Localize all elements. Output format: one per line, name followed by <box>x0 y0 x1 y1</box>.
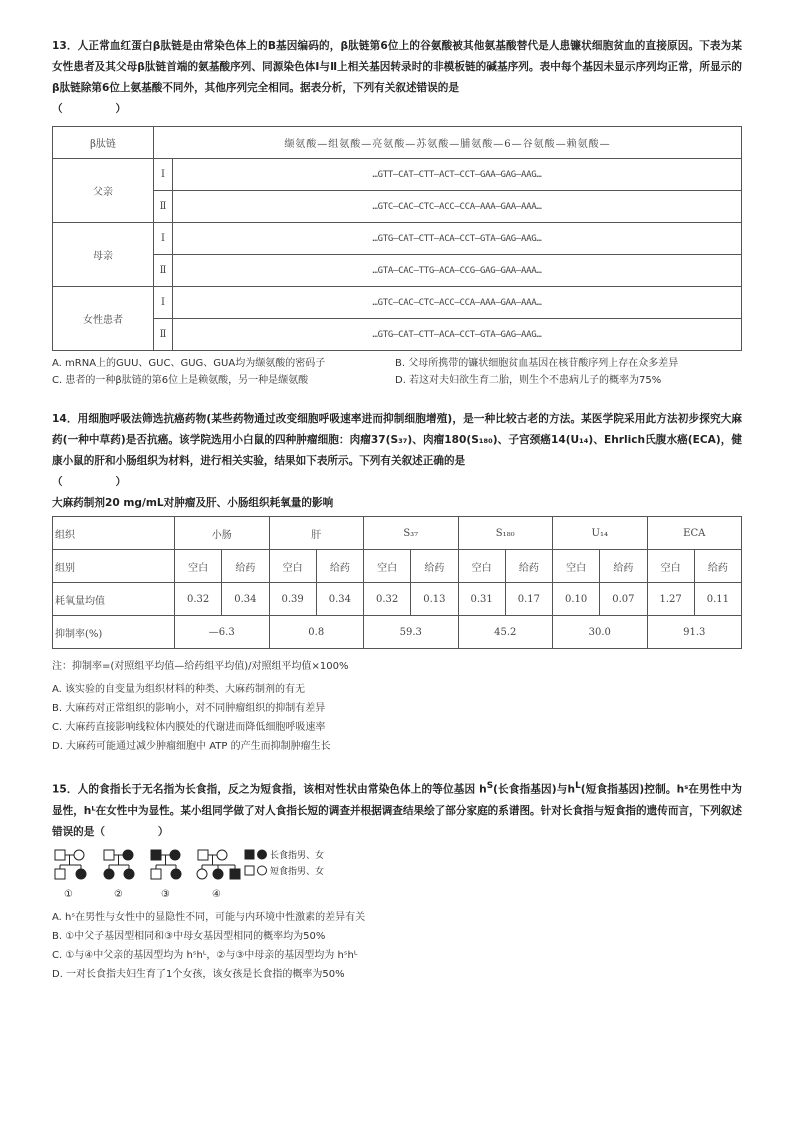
group-label: 组别 <box>53 550 175 583</box>
question-14-stem: 14．用细胞呼吸法筛选抗癌药物(某些药物通过改变细胞呼吸速率进而抑制细胞增殖)，是一种比较古老的方法。某医学院采用此方法初步探究大麻药(一种中草药)是否抗癌。该学院选用小白鼠的四种肿瘤细胞：肉瘤37(S₃₇)、肉瘤180(S₁₈₀)、子宫颈癌14(U₁₄)、Ehrlich氏腹水癌(ECA)，健康小鼠的肝和小肠组织为材料，进行相关实验，结果如下表所示。下列有关叙述正确的是 （ ） <box>52 409 742 493</box>
table-row <box>53 159 742 191</box>
table-row <box>53 223 742 255</box>
inhibit-cell: 30.0 <box>553 616 648 649</box>
roman-numeral: Ⅱ <box>154 191 173 223</box>
inhibit-cell: 59.3 <box>364 616 459 649</box>
family-label: ② <box>114 888 123 900</box>
group-cell: 空白 <box>269 550 316 583</box>
oxygen-table <box>52 516 742 649</box>
legend-long-label: 长食指男、女 <box>270 850 325 861</box>
o2-cell: 1.27 <box>647 583 694 616</box>
exam-page <box>52 36 742 984</box>
legend-long-male-icon <box>245 850 254 859</box>
tissue-header: 肝 <box>269 517 364 550</box>
o2-cell: 0.07 <box>600 583 647 616</box>
header-amino-seq: 缬氨酸—组氨酸—亮氨酸—苏氨酸—脯氨酸—6—谷氨酸—赖氨酸— <box>154 127 742 159</box>
inhibit-cell: 0.8 <box>269 616 364 649</box>
o2-cell: 0.11 <box>694 583 741 616</box>
group-cell: 给药 <box>316 550 363 583</box>
group-cell: 给药 <box>505 550 552 583</box>
tissue-header: S₃₇ <box>364 517 459 550</box>
inhibit-cell: 91.3 <box>647 616 742 649</box>
option-c: C. 大麻药直接影响线粒体内膜处的代谢进而降低细胞呼吸速率 <box>52 722 326 733</box>
sequence-table <box>52 126 742 351</box>
base-sequence: …GTG—CAT—CTT—ACA—CCT—GTA—GAG—AAG… <box>173 223 742 255</box>
pedigree-family-1 <box>55 850 86 879</box>
question-13-stem: 13．人正常血红蛋白β肽链是由常染色体上的B基因编码的，β肽链第6位上的谷氨酸被其他氨基酸替代是人患镰状细胞贫血的直接原因。下表为某女性患者及其父母β肽链首端的氨基酸序列、同源染色体Ⅰ与Ⅱ上相关基因转录时的非模板链的碱基序列。表中每个基因未显示序列均正常，所显示的β肽链除第6位上氨基酸不同外，其他序列完全相同。据表分析，下列有关叙述错误的是 （ ） <box>52 36 742 120</box>
row-label-patient: 女性患者 <box>53 287 154 351</box>
option-c: C. ①与④中父亲的基因型均为 hˢhᴸ，②与③中母亲的基因型均为 hˢhᴸ <box>52 949 358 961</box>
tissue-header: S₁₈₀ <box>458 517 553 550</box>
base-sequence: …GTT—CAT—CTT—ACT—CCT—GAA—GAG—AAG… <box>173 159 742 191</box>
tissue-header: 小肠 <box>175 517 270 550</box>
roman-numeral: Ⅰ <box>154 159 173 191</box>
table-row <box>53 319 742 351</box>
base-sequence: …GTA—CAC—TTG—ACA—CCG—GAG—GAA—AAA… <box>173 255 742 287</box>
tissue-label: 组织 <box>53 517 175 550</box>
group-cell: 给药 <box>411 550 458 583</box>
inhibit-label: 抑制率(%) <box>53 616 175 649</box>
question-13-options <box>52 355 742 389</box>
option-d: D. 一对长食指夫妇生育了1个女孩，该女孩是长食指的概率为50% <box>52 968 345 980</box>
question-14 <box>52 409 742 756</box>
pedigree-family-2 <box>104 850 134 879</box>
answer-paren: （ ） <box>52 476 127 488</box>
legend-short-label: 短食指男、女 <box>270 866 325 877</box>
o2-cell: 0.39 <box>269 583 316 616</box>
table-row <box>53 255 742 287</box>
family-label: ③ <box>161 888 170 900</box>
o2-cell: 0.31 <box>458 583 505 616</box>
roman-numeral: Ⅰ <box>154 287 173 319</box>
table-note: 注：抑制率=(对照组平均值—给药组平均值)/对照组平均值×100% <box>52 661 349 672</box>
base-sequence: …GTC—CAC—CTC—ACC—CCA—AAA—GAA—AAA… <box>173 287 742 319</box>
group-cell: 给药 <box>694 550 741 583</box>
option-a: A. 该实验的自变量为组织材料的种类、大麻药制剂的有无 <box>52 684 306 695</box>
option-d: D. 若这对夫妇欲生育二胎，则生个不患病儿子的概率为75% <box>395 375 662 386</box>
option-a: A. hˢ在男性与女性中的显隐性不同，可能与内环境中性激素的差异有关 <box>52 911 366 923</box>
table-row <box>53 287 742 319</box>
question-15-stem: 15．人的食指长于无名指为长食指，反之为短食指，该相对性状由常染色体上的等位基因 $h^S$(长食指基因)与$h^L$(短食指基因)控制。hˢ在男性中为显性，hᴸ在女性中为显性。某小组同学做了对人食指长短的调查并根据调查结果绘了部分家庭的系谱图。针对长食指与短食指的遗传而言，下列叙述错误的是（ ） <box>52 781 742 838</box>
option-d: D. 大麻药可能通过减少肿瘤细胞中 ATP 的产生而抑制肿瘤生长 <box>52 741 331 752</box>
answer-paren: （ ） <box>52 103 127 115</box>
family-label: ④ <box>212 888 221 900</box>
legend-long-female-icon <box>258 850 267 859</box>
group-cell: 空白 <box>553 550 600 583</box>
group-cell: 空白 <box>647 550 694 583</box>
table-row <box>53 191 742 223</box>
o2-cell: 0.17 <box>505 583 552 616</box>
table-caption: 大麻药制剂20 mg/mL对肿瘤及肝、小肠组织耗氧量的影响 <box>52 497 334 509</box>
o2-cell: 0.13 <box>411 583 458 616</box>
pedigree-family-3 <box>151 850 181 879</box>
option-a: A. mRNA上的GUU、GUC、GUG、GUA均为缬氨酸的密码子 <box>52 358 326 369</box>
tissue-header: U₁₄ <box>553 517 648 550</box>
tissue-header: ECA <box>647 517 742 550</box>
group-cell: 给药 <box>222 550 269 583</box>
o2-cell: 0.10 <box>553 583 600 616</box>
option-b: B. 父母所携带的镰状细胞贫血基因在核苷酸序列上存在众多差异 <box>395 358 679 369</box>
o2-cell: 0.34 <box>222 583 269 616</box>
o2-label: 耗氧量均值 <box>53 583 175 616</box>
option-b: B. ①中父子基因型相同和③中母女基因型相同的概率均为50% <box>52 930 326 942</box>
pedigree-legend <box>245 850 267 875</box>
table-row <box>53 517 742 550</box>
base-sequence: …GTG—CAT—CTT—ACA—CCT—GTA—GAG—AAG… <box>173 319 742 351</box>
table-header-row <box>53 127 742 159</box>
question-15-options <box>52 908 742 984</box>
legend-short-male-icon <box>245 866 254 875</box>
legend-short-female-icon <box>258 866 267 875</box>
question-13 <box>52 36 742 389</box>
question-15 <box>52 776 742 984</box>
family-label: ① <box>64 888 73 900</box>
table-row <box>53 583 742 616</box>
row-label-mother: 母亲 <box>53 223 154 287</box>
o2-cell: 0.32 <box>364 583 411 616</box>
group-cell: 空白 <box>175 550 222 583</box>
group-cell: 空白 <box>364 550 411 583</box>
roman-numeral: Ⅰ <box>154 223 173 255</box>
table-row <box>53 550 742 583</box>
pedigree-diagram <box>52 847 382 903</box>
group-cell: 给药 <box>600 550 647 583</box>
option-c: C. 患者的一种β肽链的第6位上是赖氨酸，另一种是缬氨酸 <box>52 375 309 386</box>
table-row <box>53 616 742 649</box>
inhibit-cell: 45.2 <box>458 616 553 649</box>
pedigree-family-4 <box>197 850 240 879</box>
row-label-father: 父亲 <box>53 159 154 223</box>
option-b: B. 大麻药对正常组织的影响小，对不同肿瘤组织的抑制有差异 <box>52 703 326 714</box>
roman-numeral: Ⅱ <box>154 319 173 351</box>
base-sequence: …GTC—CAC—CTC—ACC—CCA—AAA—GAA—AAA… <box>173 191 742 223</box>
header-beta-chain: β肽链 <box>53 127 154 159</box>
o2-cell: 0.32 <box>175 583 222 616</box>
group-cell: 空白 <box>458 550 505 583</box>
roman-numeral: Ⅱ <box>154 255 173 287</box>
question-14-options <box>52 680 742 756</box>
inhibit-cell: —6.3 <box>175 616 270 649</box>
o2-cell: 0.34 <box>316 583 363 616</box>
